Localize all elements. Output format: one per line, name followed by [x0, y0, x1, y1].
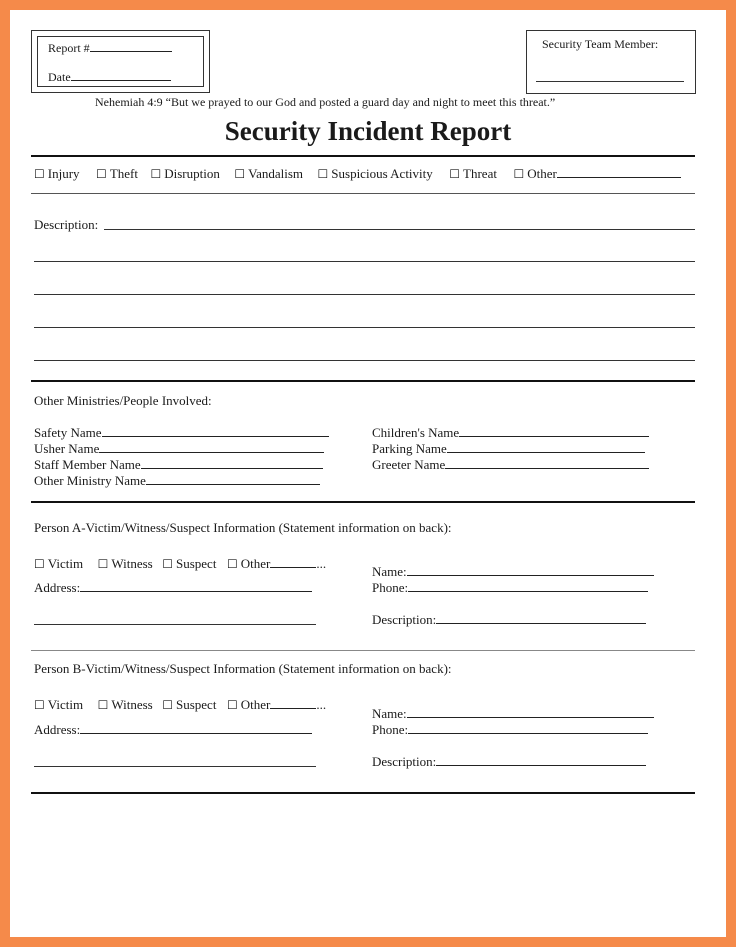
person-a-heading: Person A-Victim/Witness/Suspect Information (Statement information on back): [34, 520, 452, 535]
incident-type-other[interactable]: ☐ Other [513, 166, 680, 181]
checkbox-icon[interactable]: ☐ [97, 698, 109, 712]
safety-name-field[interactable]: Safety Name [34, 426, 329, 439]
divider [31, 650, 695, 651]
divider [31, 193, 695, 194]
checkbox-icon[interactable]: ☐ [150, 167, 162, 181]
person-a-phone-field[interactable]: Phone: [372, 581, 648, 594]
person-b-phone-field[interactable]: Phone: [372, 723, 648, 736]
description-line-3[interactable] [34, 294, 695, 295]
usher-name-field[interactable]: Usher Name [34, 442, 324, 455]
person-b-name-field[interactable]: Name: [372, 707, 654, 720]
date-label: Date [48, 70, 71, 84]
incident-type-vandalism[interactable]: ☐ Vandalism [234, 166, 304, 181]
greeter-name-field[interactable]: Greeter Name [372, 458, 649, 471]
incident-type-suspicious-activity[interactable]: ☐ Suspicious Activity [317, 166, 433, 181]
checkbox-icon[interactable]: ☐ [34, 698, 45, 712]
description-line-1[interactable] [104, 229, 695, 230]
checkbox-icon[interactable]: ☐ [96, 167, 107, 181]
incident-type-disruption[interactable]: ☐ Disruption [150, 166, 220, 181]
person-b-role-row [34, 698, 326, 711]
person-a-role-row [34, 557, 326, 570]
checkbox-icon[interactable]: ☐ [234, 167, 246, 181]
description-line-2[interactable] [34, 261, 695, 262]
person-b-description-field[interactable]: Description: [372, 755, 646, 768]
divider [31, 501, 695, 503]
other-ministry-name-field[interactable]: Other Ministry Name [34, 474, 320, 487]
verse-text: Nehemiah 4:9 “But we prayed to our God and posted a guard day and night to meet this threat.” [95, 95, 556, 109]
checkbox-icon[interactable]: ☐ [162, 698, 173, 712]
checkbox-icon[interactable]: ☐ [226, 698, 238, 712]
checkbox-icon[interactable]: ☐ [34, 557, 45, 571]
description-line-4[interactable] [34, 327, 695, 328]
person-b-role-witness[interactable]: ☐ Witness [97, 697, 153, 712]
divider [31, 792, 695, 794]
page-title: Security Incident Report [224, 116, 512, 146]
date-field[interactable] [48, 70, 171, 83]
team-member-signature-line[interactable] [536, 81, 684, 82]
incident-type-theft[interactable]: ☐ Theft [96, 166, 138, 181]
person-b-heading: Person B-Victim/Witness/Suspect Information (Statement information on back): [34, 661, 452, 676]
description-line-5[interactable] [34, 360, 695, 361]
childrens-name-field[interactable]: Children's Name [372, 426, 649, 439]
involved-heading: Other Ministries/People Involved: [34, 393, 212, 408]
parking-name-field[interactable]: Parking Name [372, 442, 645, 455]
person-b-address-field[interactable]: Address: [34, 723, 312, 736]
checkbox-icon[interactable]: ☐ [449, 167, 461, 181]
person-a-description-field[interactable]: Description: [372, 613, 646, 626]
description-label: Description: [34, 217, 99, 232]
checkbox-icon[interactable]: ☐ [162, 557, 173, 571]
person-b-address-line-2[interactable] [34, 766, 316, 767]
checkbox-icon[interactable]: ☐ [97, 557, 109, 571]
team-member-label: Security Team Member: [542, 37, 659, 51]
divider [31, 380, 695, 382]
person-b-role-victim[interactable]: ☐ Victim [34, 697, 84, 712]
person-a-role-other[interactable]: ☐ Other ... [226, 556, 327, 571]
staff-member-name-field[interactable]: Staff Member Name [34, 458, 323, 471]
person-a-role-suspect[interactable]: ☐ Suspect [162, 556, 217, 571]
checkbox-icon[interactable]: ☐ [34, 167, 45, 181]
person-b-role-other[interactable]: ☐ Other ... [226, 697, 327, 712]
person-a-role-witness[interactable]: ☐ Witness [97, 556, 153, 571]
incident-type-threat[interactable]: ☐ Threat [449, 166, 497, 181]
person-a-address-field[interactable]: Address: [34, 581, 312, 594]
checkbox-icon[interactable]: ☐ [513, 167, 525, 181]
checkbox-icon[interactable]: ☐ [226, 557, 238, 571]
divider [31, 155, 695, 157]
person-a-name-field[interactable]: Name: [372, 565, 654, 578]
report-number-label: Report # [48, 41, 90, 55]
person-b-role-suspect[interactable]: ☐ Suspect [162, 697, 217, 712]
incident-type-row [34, 167, 681, 180]
report-number-field[interactable] [48, 41, 172, 54]
person-a-role-victim[interactable]: ☐ Victim [34, 556, 84, 571]
person-a-address-line-2[interactable] [34, 624, 316, 625]
form-page [10, 10, 726, 937]
incident-type-injury[interactable]: ☐ Injury [34, 166, 80, 181]
checkbox-icon[interactable]: ☐ [317, 167, 329, 181]
